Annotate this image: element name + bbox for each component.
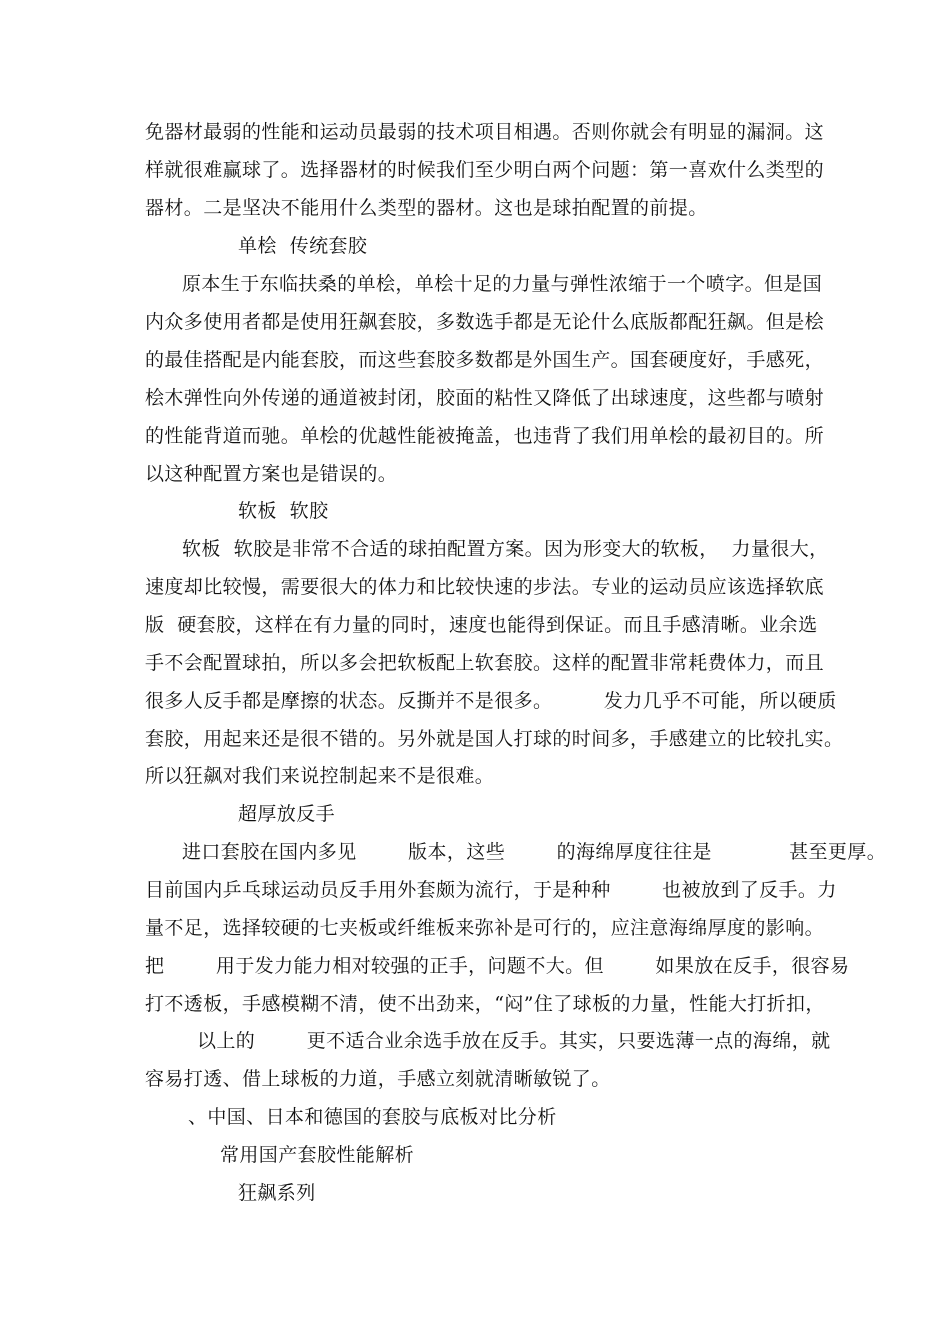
body-line-6: 内众多使用者都是使用狂飙套胶，多数选手都是无论什么底版都配狂飙。但是桧 (145, 311, 825, 333)
body-line-25: 以上的 更不适合业余选手放在反手。其实，只要选薄一点的海绵，就 (197, 1030, 831, 1052)
section-heading-single-hinoki: 单桧 传统套胶 (238, 235, 368, 257)
body-line-16: 很多人反手都是摩擦的状态。反撕并不是很多。 发力几乎不可能，所以硬质 (145, 690, 837, 712)
body-line-26: 容易打透、借上球板的力道，手感立刻就清晰敏锐了。 (145, 1068, 611, 1090)
body-line-12: 软板 软胶是非常不合适的球拍配置方案。因为形变大的软板， 力量很大， (182, 538, 829, 560)
body-line-5: 原本生于东临扶桑的单桧，单桧十足的力量与弹性浓缩于一个喷字。但是国 (182, 273, 823, 295)
body-line-23: 把 用于发力能力相对较强的正手，问题不大。但 如果放在反手，很容易 (145, 955, 850, 977)
body-line-3: 器材。二是坚决不能用什么类型的器材。这也是球拍配置的前提。 (145, 197, 708, 219)
body-line-15: 手不会配置球拍，所以多会把软板配上软套胶。这样的配置非常耗费体力，而且 (145, 652, 825, 674)
body-line-18: 所以狂飙对我们来说控制起来不是很难。 (145, 765, 495, 787)
body-line-21: 目前国内乒乓球运动员反手用外套颇为流行，于是种种 也被放到了反手。力 (145, 879, 837, 901)
body-line-7: 的最佳搭配是内能套胶，而这些套胶多数都是外国生产。国套硬度好，手感死， (145, 349, 825, 371)
body-line-13: 速度却比较慢，需要很大的体力和比较快速的步法。专业的运动员应该选择软底 (145, 576, 825, 598)
body-line-17: 套胶，用起来还是很不错的。另外就是国人打球的时间多，手感建立的比较扎实。 (145, 728, 844, 750)
section-heading-comparison: 、中国、日本和德国的套胶与底板对比分析 (188, 1106, 557, 1128)
body-line-2: 样就很难赢球了。选择器材的时候我们至少明白两个问题：第一喜欢什么类型的 (145, 159, 825, 181)
body-line-24: 打不透板，手感模糊不清，使不出劲来，“闷”住了球板的力量，性能大打折扣， (145, 993, 825, 1015)
section-heading-soft-blade: 软板 软胶 (238, 500, 329, 522)
body-line-8: 桧木弹性向外传递的通道被封闭，胶面的粘性又降低了出球速度，这些都与喷射 (145, 387, 825, 409)
body-line-10: 以这种配置方案也是错误的。 (145, 463, 398, 485)
section-heading-thick-backhand: 超厚放反手 (238, 803, 336, 825)
body-line-20: 进口套胶在国内多见 版本，这些 的海绵厚度往往是 甚至更厚。 (182, 841, 887, 863)
subheading-domestic-rubbers: 常用国产套胶性能解析 (220, 1144, 415, 1166)
body-line-14: 版 硬套胶，这样在有力量的同时，速度也能得到保证。而且手感清晰。业余选 (145, 614, 818, 636)
subheading-hurricane-series: 狂飙系列 (238, 1182, 316, 1204)
body-line-1: 免器材最弱的性能和运动员最弱的技术项目相遇。否则你就会有明显的漏洞。这 (145, 121, 825, 143)
body-line-9: 的性能背道而驰。单桧的优越性能被掩盖，也违背了我们用单桧的最初目的。所 (145, 425, 825, 447)
body-line-22: 量不足，选择较硬的七夹板或纤维板来弥补是可行的，应注意海绵厚度的影响。 (145, 917, 825, 939)
